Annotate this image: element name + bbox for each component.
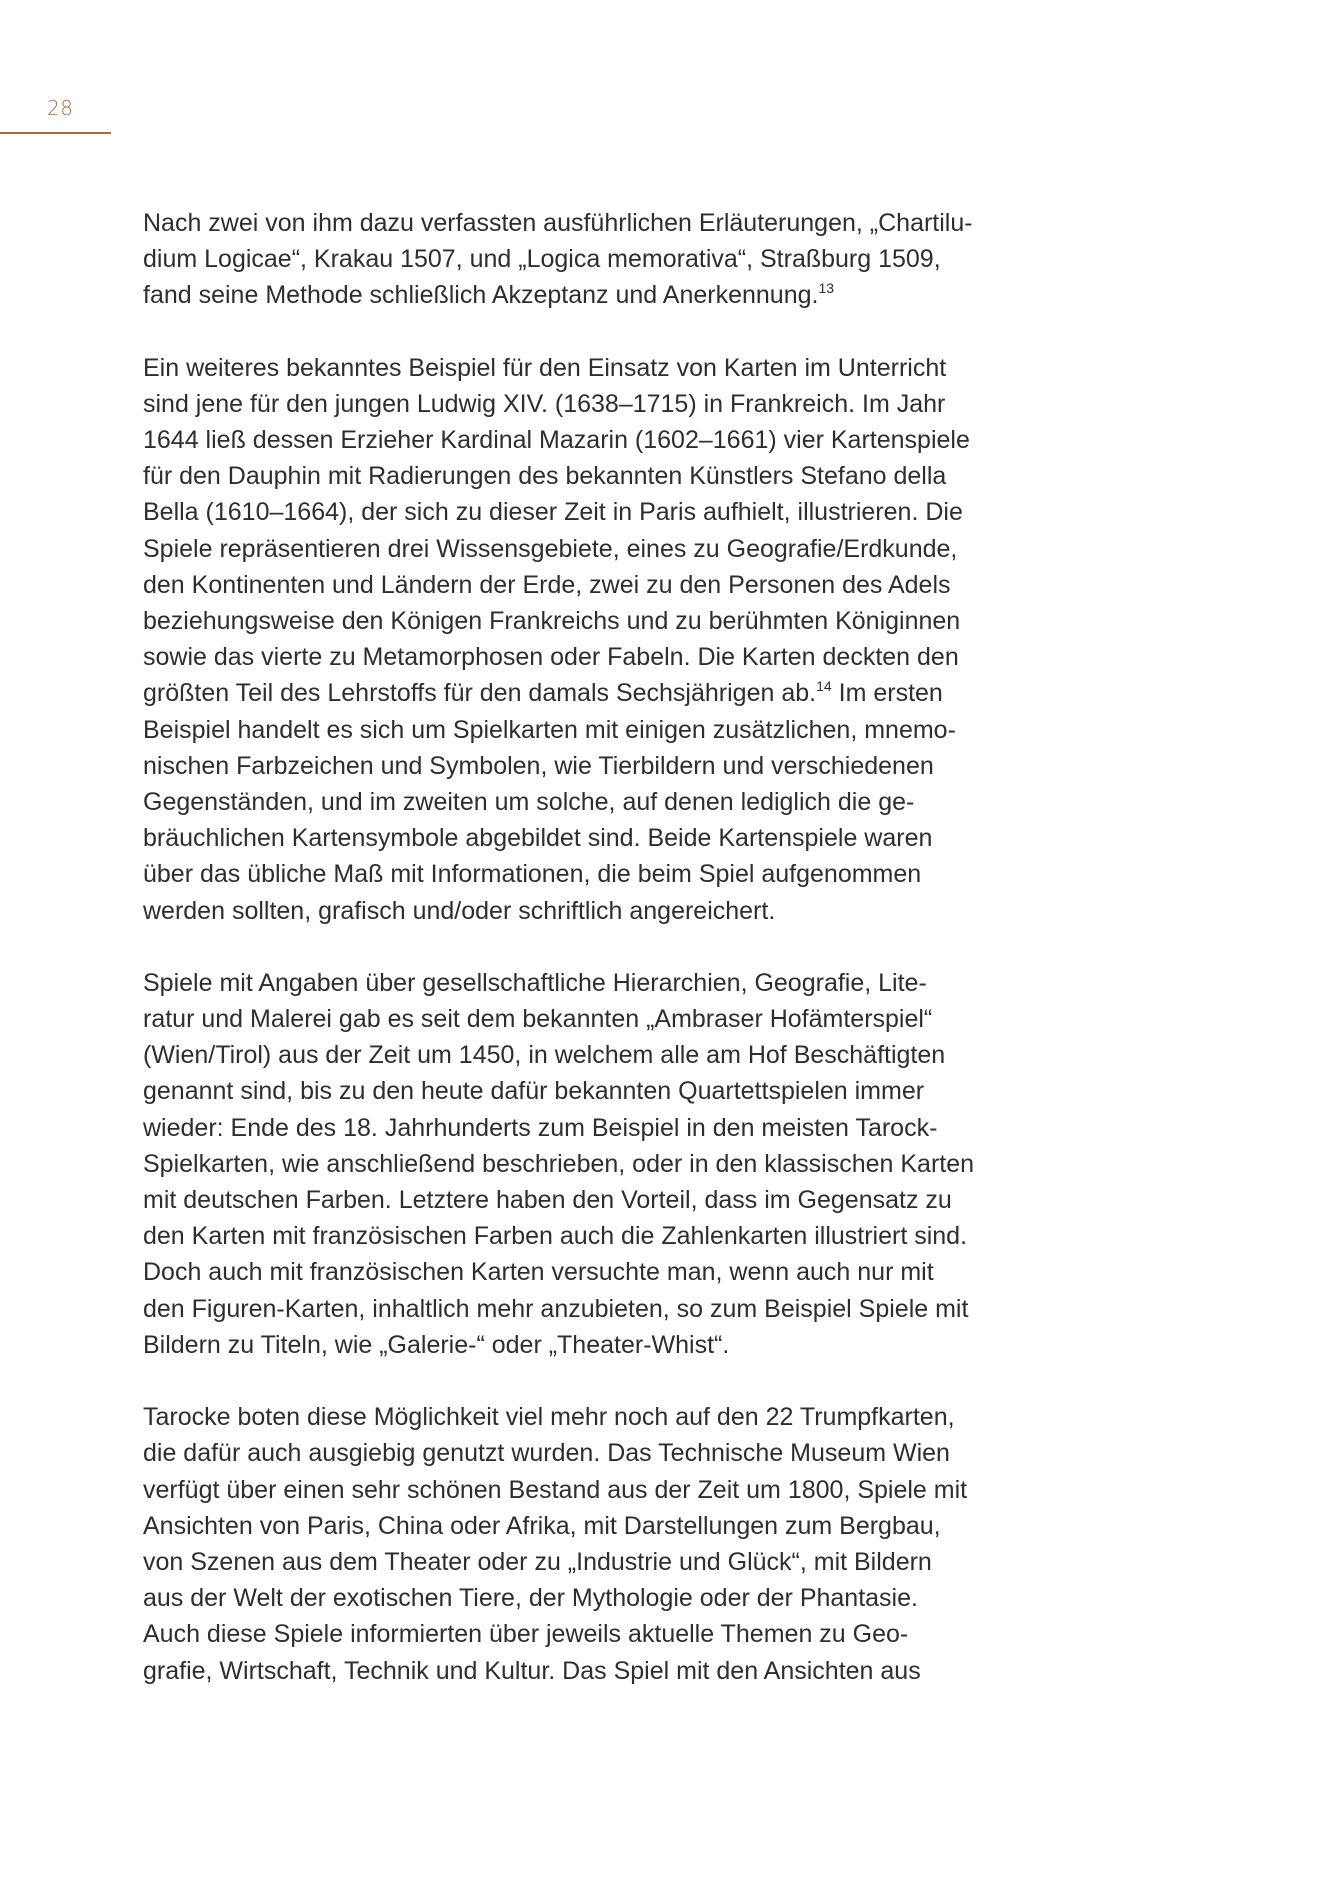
- footnote-marker: 13: [818, 280, 835, 297]
- page-number: 28: [47, 96, 74, 120]
- paragraph-1: [143, 205, 1043, 314]
- text-line: den Kontinenten und Ländern der Erde, zwei zu den Personen des Adels: [143, 570, 951, 599]
- text-line: Doch auch mit französischen Karten versuchte man, wenn auch nur mit: [143, 1258, 934, 1287]
- text-line: ratur und Malerei gab es seit dem bekannten „Ambraser Hofämterspiel“: [143, 1005, 933, 1034]
- text-line: Spielkarten, wie anschließend beschrieben, oder in den klassischen Karten: [143, 1149, 975, 1178]
- text-line: [143, 675, 1043, 711]
- paragraph-4: [143, 1399, 1043, 1689]
- text-line: Bella (1610–1664), der sich zu dieser Zeit in Paris aufhielt, illustrieren. Die: [143, 498, 963, 527]
- text-line: für den Dauphin mit Radierungen des bekannten Künstlers Stefano della: [143, 462, 947, 491]
- text-line: Nach zwei von ihm dazu verfassten ausführlichen Erläuterungen, „Chartilu-: [143, 209, 973, 237]
- text-line: Ansichten von Paris, China oder Afrika, mit Darstellungen zum Bergbau,: [143, 1511, 941, 1540]
- text-line: Spiele repräsentieren drei Wissensgebiete, eines zu Geografie/Erdkunde,: [143, 534, 958, 563]
- text-line: Tarocke boten diese Möglichkeit viel mehr noch auf den 22 Trumpfkarten,: [143, 1403, 955, 1432]
- text-line: dium Logicae“, Krakau 1507, und „Logica memorativa“, Straßburg 1509,: [143, 245, 941, 274]
- header-rule: [0, 132, 111, 134]
- footnote-marker: 14: [816, 678, 832, 695]
- text-line: über das übliche Maß mit Informationen, die beim Spiel aufgenommen: [143, 860, 922, 889]
- text-line: (Wien/Tirol) aus der Zeit um 1450, in welchem alle am Hof Beschäftigten: [143, 1041, 946, 1070]
- text-line: [143, 277, 1043, 313]
- text-line: Bildern zu Titeln, wie „Galerie-“ oder „Theater-Whist“.: [143, 1330, 730, 1359]
- text-line: mit deutschen Farben. Letztere haben den Vorteil, dass im Gegensatz zu: [143, 1186, 952, 1215]
- text-line: den Karten mit französischen Farben auch die Zahlenkarten illustriert sind.: [143, 1222, 968, 1251]
- text-line: Beispiel handelt es sich um Spielkarten mit einigen zusätzlichen, mnemo-: [143, 715, 956, 744]
- text-segment: Im ersten: [831, 679, 943, 708]
- text-line: genannt sind, bis zu den heute dafür bekannten Quartettspielen immer: [143, 1077, 925, 1106]
- text-line: Ein weiteres bekanntes Beispiel für den Einsatz von Karten im Unterricht: [143, 353, 947, 382]
- text-segment: fand seine Methode schließlich Akzeptanz und Anerkennung.: [143, 281, 819, 310]
- body-text: [143, 205, 1043, 1725]
- text-line: 1644 ließ dessen Erzieher Kardinal Mazarin (1602–1661) vier Kartenspiele: [143, 426, 970, 455]
- text-segment: größten Teil des Lehrstoffs für den damals Sechsjährigen ab.: [143, 679, 817, 708]
- text-line: bräuchlichen Kartensymbole abgebildet sind. Beide Kartenspiele waren: [143, 824, 933, 853]
- text-line: grafie, Wirtschaft, Technik und Kultur. Das Spiel mit den Ansichten aus: [143, 1656, 921, 1685]
- text-line: wieder: Ende des 18. Jahrhunderts zum Beispiel in den meisten Tarock-: [143, 1113, 938, 1142]
- paragraph-2: [143, 350, 1043, 929]
- text-line: die dafür auch ausgiebig genutzt wurden. Das Technische Museum Wien: [143, 1439, 950, 1468]
- text-line: beziehungsweise den Königen Frankreichs und zu berühmten Königinnen: [143, 607, 961, 636]
- text-line: werden sollten, grafisch und/oder schriftlich angereichert.: [143, 896, 776, 925]
- text-line: aus der Welt der exotischen Tiere, der Mythologie oder der Phantasie.: [143, 1584, 918, 1613]
- text-line: Gegenständen, und im zweiten um solche, auf denen lediglich die ge-: [143, 788, 915, 817]
- text-line: von Szenen aus dem Theater oder zu „Industrie und Glück“, mit Bildern: [143, 1547, 932, 1576]
- text-line: sowie das vierte zu Metamorphosen oder Fabeln. Die Karten deckten den: [143, 643, 959, 672]
- text-line: Auch diese Spiele informierten über jeweils aktuelle Themen zu Geo-: [143, 1620, 909, 1649]
- text-line: verfügt über einen sehr schönen Bestand aus der Zeit um 1800, Spiele mit: [143, 1475, 968, 1504]
- text-line: sind jene für den jungen Ludwig XIV. (1638–1715) in Frankreich. Im Jahr: [143, 389, 946, 418]
- text-line: nischen Farbzeichen und Symbolen, wie Tierbildern und verschiedenen: [143, 751, 934, 780]
- text-line: den Figuren-Karten, inhaltlich mehr anzubieten, so zum Beispiel Spiele mit: [143, 1294, 969, 1323]
- paragraph-3: [143, 965, 1043, 1363]
- text-line: Spiele mit Angaben über gesellschaftliche Hierarchien, Geografie, Lite-: [143, 968, 927, 997]
